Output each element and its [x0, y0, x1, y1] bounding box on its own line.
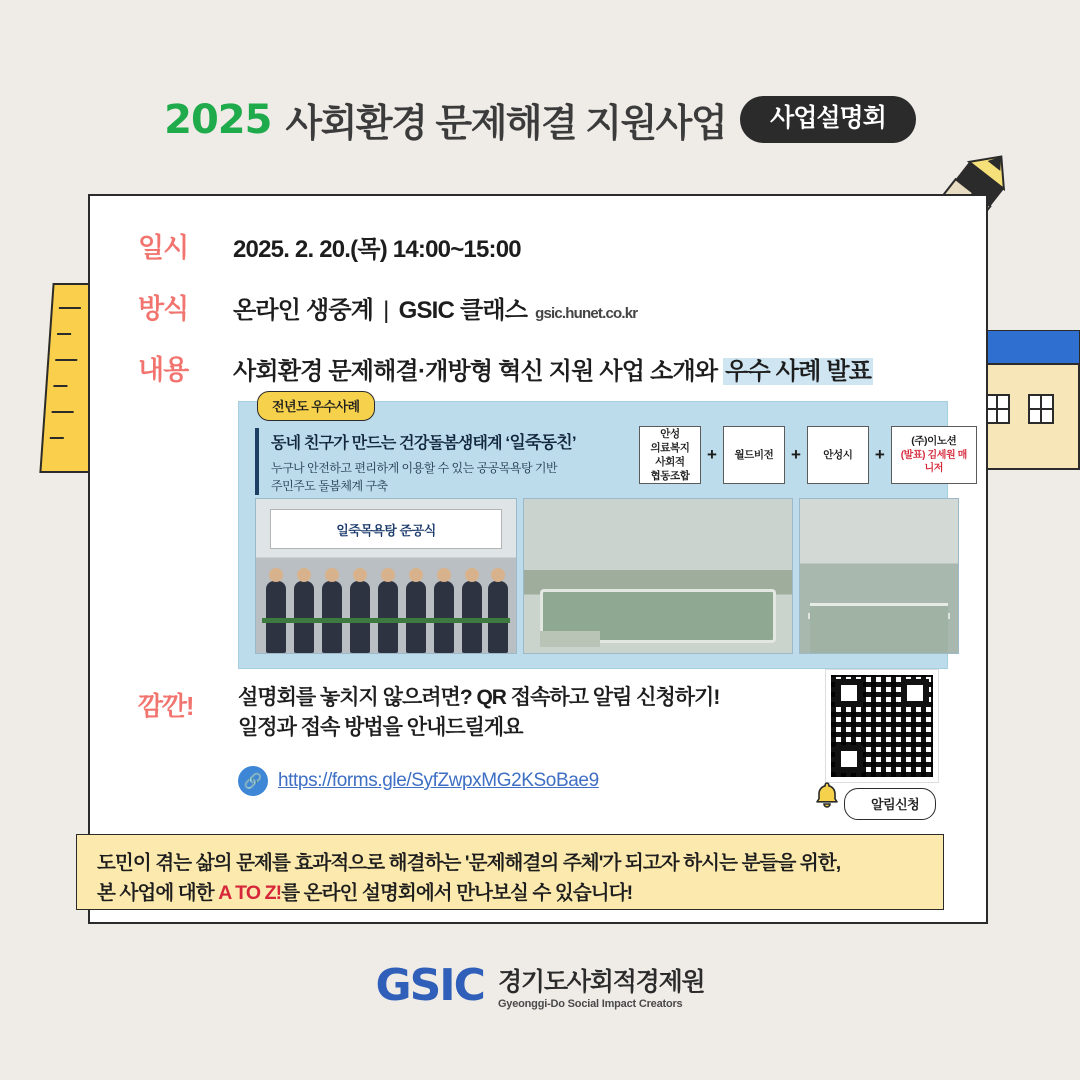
- qr-block: [826, 670, 938, 812]
- case-desc-line2: 주민주도 돌봄체계 구축: [271, 479, 388, 493]
- info-value-content: [233, 351, 873, 386]
- photo-bathhouse-interior: [523, 498, 793, 654]
- gsic-wordmark: GSIC: [375, 960, 484, 1011]
- notice-line-2: 일정과 접속 방법을 안내드릴게요: [238, 716, 523, 740]
- case-study-panel: [238, 399, 967, 669]
- summary-line-1: 도민이 겪는 삶의 문제를 효과적으로 해결하는 '문제해결의 주체'가 되고자 하시는 분들을 위한,: [97, 852, 841, 874]
- org-name-en: Gyeonggi-Do Social Impact Creators: [497, 997, 683, 1010]
- summary-prefix: 본 사업에 대한: [97, 882, 219, 905]
- info-value-method: [233, 290, 637, 325]
- summary-suffix: 를 온라인 설명회에서 만나보실 수 있습니다!: [281, 882, 633, 905]
- info-row-date: [138, 226, 958, 265]
- case-study-photos: [255, 498, 959, 654]
- photo-bath-rail: [799, 498, 959, 654]
- event-type-badge: 사업설명회: [740, 96, 916, 143]
- summary-strong: A TO Z!: [218, 882, 282, 905]
- notice-line-1: 설명회를 놓치지 않으려면? QR 접속하고 알림 신청하기!: [238, 686, 720, 709]
- partner-box: [723, 426, 785, 484]
- photo-crowd: [256, 557, 516, 653]
- info-value-date: 2025. 2. 20.(목) 14:00~15:00: [233, 236, 521, 263]
- main-card: [88, 194, 988, 924]
- partner-presenter: (발표) 김세원 매니저: [900, 449, 967, 475]
- partner-line: (주)이노션: [911, 435, 957, 448]
- qr-caption: 알림신청: [844, 788, 936, 820]
- partner-line: 안성시: [823, 448, 853, 461]
- info-row-method: [138, 287, 958, 326]
- form-link-row[interactable]: [238, 766, 599, 796]
- partner-box: [807, 426, 869, 484]
- notice-text: [238, 683, 798, 744]
- summary-box: [76, 834, 944, 910]
- method-divider: |: [383, 297, 389, 324]
- summary-line-2: [97, 878, 923, 908]
- bell-icon: [810, 780, 844, 814]
- partner-line: 안성: [660, 427, 680, 440]
- method-live: 온라인 생중계: [233, 297, 374, 324]
- partner-line: 사회적: [655, 456, 685, 468]
- partner-line: 의료복지: [650, 441, 690, 454]
- form-link[interactable]: https://forms.gle/SyfZwpxMG2KSoBae9: [278, 770, 599, 791]
- qr-code[interactable]: [826, 670, 938, 782]
- plus-sign: +: [707, 445, 717, 464]
- page-title: 사회환경 문제해결 지원사업: [285, 103, 727, 145]
- case-study-badge: 전년도 우수사례: [257, 391, 375, 421]
- footer-logo: [0, 960, 1080, 1011]
- photo-banner-text: 일죽목욕탕 준공식: [270, 509, 502, 549]
- content-text: 사회환경 문제해결·개방형 혁신 지원 사업 소개와: [233, 358, 724, 385]
- photo-ceremony: [255, 498, 517, 654]
- org-name-ko: 경기도사회적경제원: [497, 967, 705, 996]
- info-label-content: 내용: [138, 355, 189, 385]
- case-title-quoted: ‘일죽동친’: [505, 433, 576, 452]
- plus-sign: +: [874, 445, 885, 464]
- info-row-content: [138, 348, 958, 387]
- info-rows: [138, 226, 958, 409]
- case-study-title: [271, 428, 625, 453]
- info-label-date: 일시: [138, 233, 189, 263]
- partner-line: 월드비전: [734, 448, 774, 461]
- case-study-description: [271, 459, 625, 495]
- poster-header: [0, 92, 1080, 147]
- plus-sign: +: [790, 445, 801, 464]
- case-study-header: [255, 428, 625, 495]
- partner-list: [639, 426, 977, 484]
- method-class: GSIC 클래스: [398, 297, 528, 324]
- link-icon: 🔗: [238, 766, 268, 796]
- org-names: [498, 962, 705, 1010]
- partner-line: 협동조합: [650, 470, 690, 483]
- method-url: gsic.hunet.co.kr: [535, 305, 638, 322]
- partner-box: [639, 426, 701, 484]
- case-desc-line1: 누구나 안전하고 편리하게 이용할 수 있는 공공목욕탕 기반: [271, 461, 558, 475]
- content-highlight: 우수 사례 발표: [725, 358, 872, 385]
- info-label-method: 방식: [138, 294, 189, 324]
- partner-box: [891, 426, 977, 484]
- case-title-prefix: 동네 친구가 만드는 건강돌봄생태계: [271, 435, 506, 452]
- notice-label: 깜깐!: [138, 691, 194, 721]
- title-year: 2025: [164, 96, 272, 143]
